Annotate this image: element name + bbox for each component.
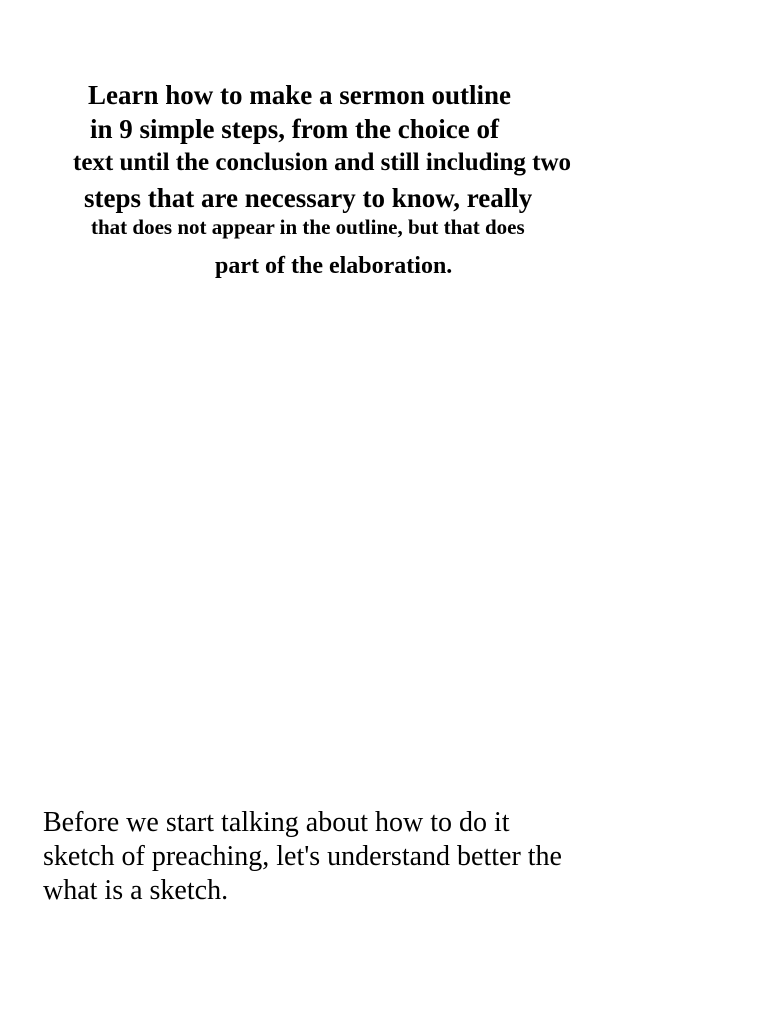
intro-line: that does not appear in the outline, but that does xyxy=(91,215,525,239)
body-paragraph xyxy=(43,806,683,908)
intro-line: steps that are necessary to know, really xyxy=(84,183,533,213)
intro-heading xyxy=(0,0,768,300)
intro-line: text until the conclusion and still including two xyxy=(73,149,571,176)
intro-line: in 9 simple steps, from the choice of xyxy=(90,114,499,144)
intro-line: part of the elaboration. xyxy=(215,253,453,279)
body-line: what is a sketch. xyxy=(43,875,229,906)
body-line: Before we start talking about how to do it xyxy=(43,807,510,838)
intro-line: Learn how to make a sermon outline xyxy=(88,80,511,110)
body-line: sketch of preaching, let's understand better the xyxy=(43,841,562,872)
